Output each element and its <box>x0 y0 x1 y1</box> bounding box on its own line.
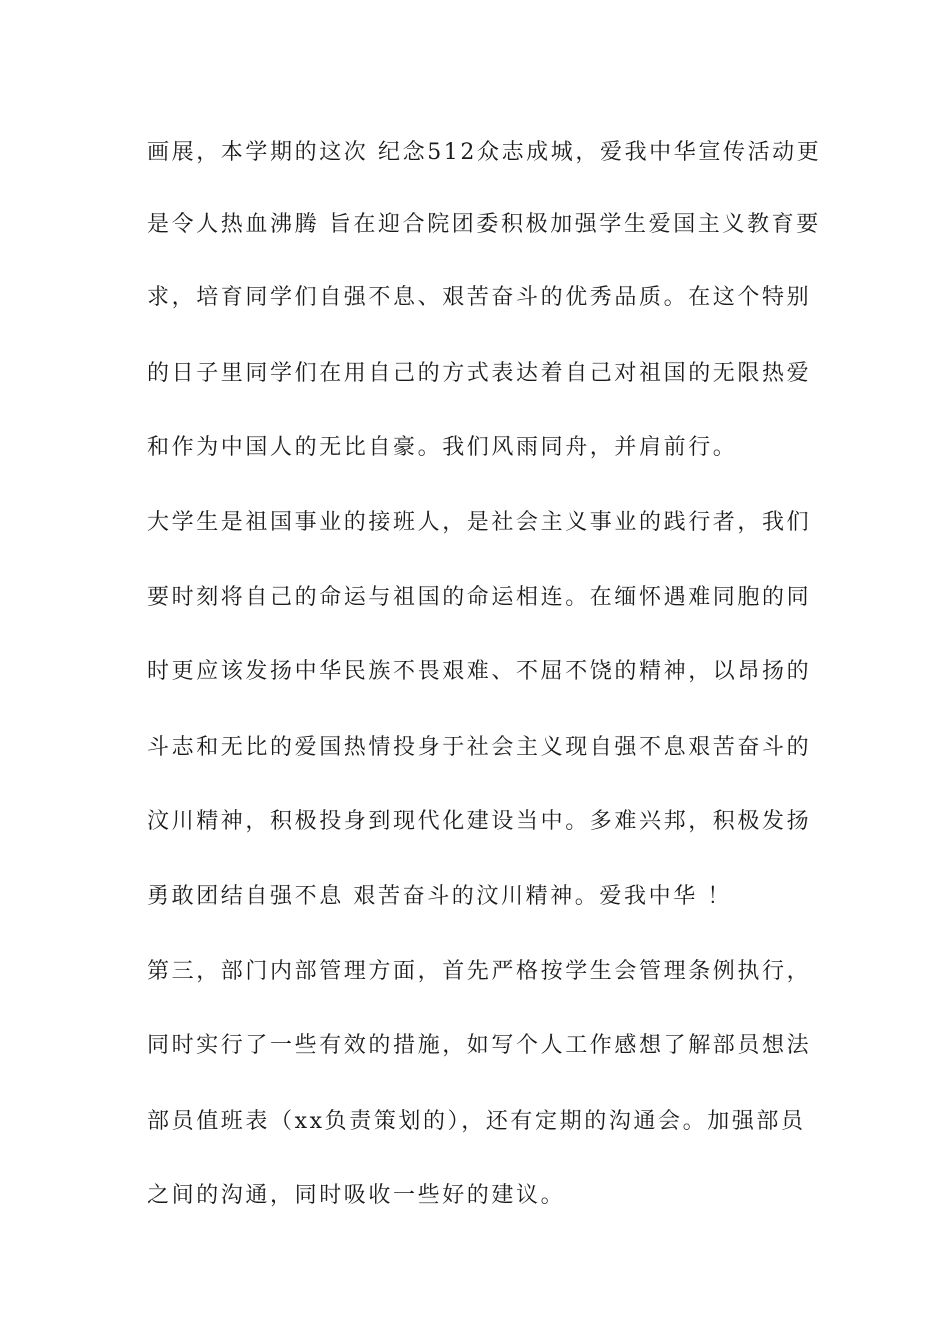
text-line: 汶川精神，积极投身到现代化建设当中。多难兴邦，积极发扬 <box>147 809 812 834</box>
text-line: 要时刻将自己的命运与祖国的命运相连。在缅怀遇难同胞的同 <box>147 585 812 610</box>
text-line: 时更应该发扬中华民族不畏艰难、不屈不饶的精神，以昂扬的 <box>147 659 812 684</box>
text-line: 画展，本学期的这次 纪念512众志成城，爱我中华宣传活动更 <box>147 140 822 165</box>
text-line: 勇敢团结自强不息 艰苦奋斗的汶川精神。爱我中华 ！ <box>147 884 732 909</box>
text-line: 之间的沟通，同时吸收一些好的建议。 <box>147 1183 566 1208</box>
text-line: 同时实行了一些有效的措施，如写个人工作感想了解部员想法 <box>147 1033 812 1058</box>
text-line: 部员值班表（xx负责策划的），还有定期的沟通会。加强部员 <box>147 1109 806 1134</box>
text-line: 求，培育同学们自强不息、艰苦奋斗的优秀品质。在这个特别 <box>147 285 812 310</box>
text-line: 的日子里同学们在用自己的方式表达着自己对祖国的无限热爱 <box>147 361 812 386</box>
text-line: 大学生是祖国事业的接班人，是社会主义事业的践行者，我们 <box>147 510 812 535</box>
text-line: 和作为中国人的无比自豪。我们风雨同舟，并肩前行。 <box>147 435 738 460</box>
text-line: 斗志和无比的爱国热情投身于社会主义现自强不息艰苦奋斗的 <box>147 735 812 760</box>
text-line: 第三，部门内部管理方面，首先严格按学生会管理条例执行， <box>147 959 812 984</box>
text-line: 是令人热血沸腾 旨在迎合院团委积极加强学生爱国主义教育要 <box>147 212 821 237</box>
